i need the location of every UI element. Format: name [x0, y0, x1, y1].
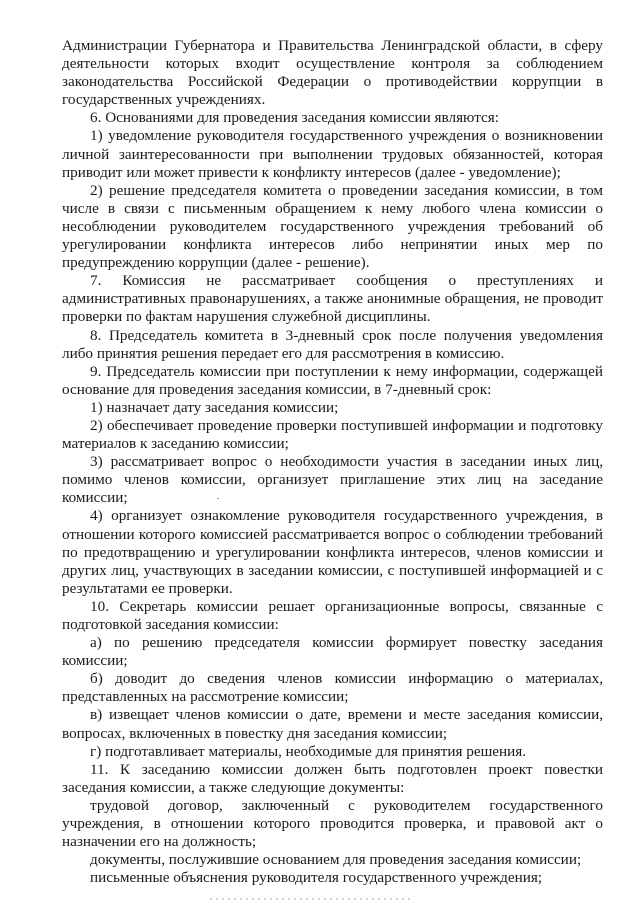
paragraph-item-8: 8. Председатель комитета в 3-дневный срок после получения уведомления либо принятия решения передает его для рассмотрения в комиссию.	[62, 326, 603, 362]
paragraph-item-10-a: а) по решению председателя комиссии формирует повестку заседания комиссии;	[62, 634, 603, 670]
document-body	[62, 37, 603, 887]
paragraph-item-9-3: 3) рассматривает вопрос о необходимости участия в заседании иных лиц, помимо членов комиссии, организует приглашение этих лиц на заседание комиссии;	[62, 453, 603, 507]
paragraph-item-7: 7. Комиссия не рассматривает сообщения о преступлениях и административных правонарушениях, а также анонимные обращения, не проводит проверки по фактам нарушения служебной дисциплины.	[62, 272, 603, 326]
paragraph-item-10-v: в) извещает членов комиссии о дате, времени и месте заседания комиссии, вопросах, включенных в повестку дня заседания комиссии;	[62, 706, 603, 742]
paragraph-item-9-2: 2) обеспечивает проведение проверки поступившей информации и подготовку материалов к заседанию комиссии;	[62, 416, 603, 453]
paragraph-intro: Администрации Губернатора и Правительства Ленинградской области, в сферу деятельности которых входит осуществление контроля за соблюдением законодательства Российской Федерации о противодействии коррупции в государственных учреждениях.	[62, 37, 603, 109]
paragraph-item-11: 11. К заседанию комиссии должен быть подготовлен проект повестки заседания комиссии, а также следующие документы:	[62, 760, 603, 796]
paragraph-item-9-1: 1) назначает дату заседания комиссии;	[90, 398, 339, 416]
paragraph-item-11-3: письменные объяснения руководителя государственного учреждения;	[90, 869, 543, 887]
paragraph-item-10: 10. Секретарь комиссии решает организационные вопросы, связанные с подготовкой заседания комиссии:	[62, 597, 603, 633]
scan-edge-dots	[210, 898, 410, 900]
paragraph-item-11-2: документы, послужившие основанием для проведения заседания комиссии;	[90, 851, 582, 869]
paragraph-item-6: 6. Основаниями для проведения заседания комиссии являются:	[90, 109, 499, 127]
paragraph-item-9: 9. Председатель комиссии при поступлении к нему информации, содержащей основание для проведения заседания комиссии, в 7-дневный срок:	[62, 362, 603, 398]
paragraph-item-10-g: г) подготавливает материалы, необходимые для принятия решения.	[90, 742, 527, 760]
scan-speck	[217, 498, 219, 499]
paragraph-item-6-2: 2) решение председателя комитета о проведении заседания комиссии, в том числе в связи с письменным обращением к нему любого члена комиссии о несоблюдении руководителем государственного учреждения требований об урегулировании конфликта интересов либо непринятии иных мер по предупреждению коррупции (далее - решение).	[62, 181, 603, 272]
paragraph-item-6-1: 1) уведомление руководителя государственного учреждения о возникновении личной заинтересованности при выполнении трудовых обязанностей, которая приводит или может привести к конфликту интересов (далее - уведомление);	[62, 127, 603, 181]
paragraph-item-11-1: трудовой договор, заключенный с руководителем государственного учреждения, в отношении которого проводится проверка, и правовой акт о назначении его на должность;	[62, 796, 603, 851]
paragraph-item-9-4: 4) организует ознакомление руководителя государственного учреждения, в отношении которого комиссией рассматривается вопрос о соблюдении требований по предотвращению и урегулировании конфликта интересов, членов комиссии и других лиц, участвующих в заседании комиссии, с поступившей информацией и с результатами ее проверки.	[62, 507, 603, 597]
paragraph-item-10-b: б) доводит до сведения членов комиссии информацию о материалах, представленных на рассмотрение комиссии;	[62, 670, 603, 706]
